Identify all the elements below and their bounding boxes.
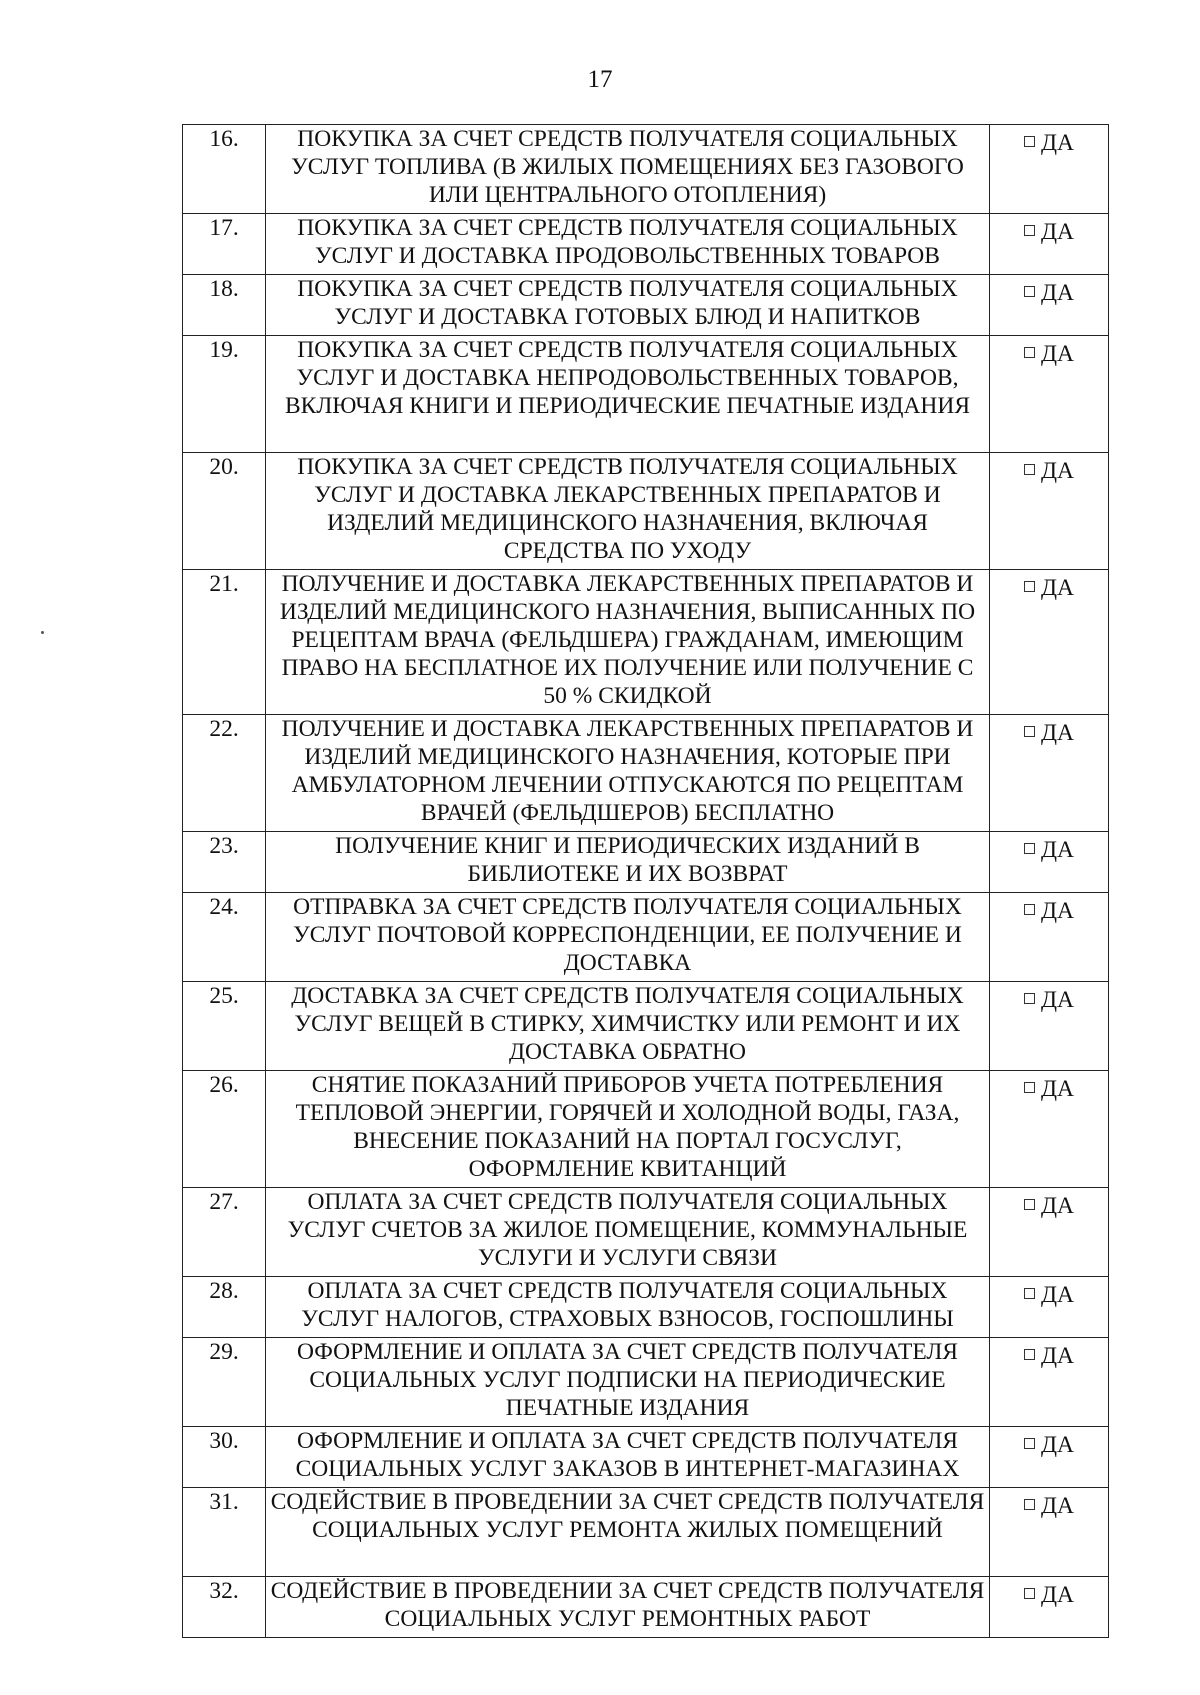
service-description: ОТПРАВКА ЗА СЧЕТ СРЕДСТВ ПОЛУЧАТЕЛЯ СОЦИАЛЬНЫХ УСЛУГ ПОЧТОВОЙ КОРРЕСПОНДЕНЦИИ, ЕЕ ПОЛУЧЕНИЕ И ДОСТАВКА [266, 893, 990, 982]
yes-option[interactable] [990, 275, 1109, 336]
yes-label: ДА [1040, 219, 1074, 245]
yes-label: ДА [1040, 1582, 1074, 1608]
checkbox-icon[interactable] [1024, 225, 1035, 236]
service-description: ПОЛУЧЕНИЕ И ДОСТАВКА ЛЕКАРСТВЕННЫХ ПРЕПАРАТОВ И ИЗДЕЛИЙ МЕДИЦИНСКОГО НАЗНАЧЕНИЯ, ВЫПИСАННЫХ ПО РЕЦЕПТАМ ВРАЧА (ФЕЛЬДШЕРА) ГРАЖДАНАМ, ИМЕЮЩИМ ПРАВО НА БЕСПЛАТНОЕ ИХ ПОЛУЧЕНИЕ ИЛИ ПОЛУЧЕНИЕ С 50 % СКИДКОЙ [266, 570, 990, 715]
scan-dot [41, 631, 44, 634]
yes-label: ДА [1040, 341, 1074, 367]
table-row [183, 1577, 1109, 1638]
yes-option[interactable] [990, 1427, 1109, 1488]
table-row [183, 125, 1109, 214]
row-number: 29. [183, 1338, 266, 1427]
yes-label: ДА [1040, 1493, 1074, 1519]
checkbox-icon[interactable] [1024, 1499, 1035, 1510]
row-number: 25. [183, 982, 266, 1071]
yes-label: ДА [1040, 720, 1074, 746]
checkbox-icon[interactable] [1024, 1199, 1035, 1210]
yes-label: ДА [1040, 1076, 1074, 1102]
service-description: ОФОРМЛЕНИЕ И ОПЛАТА ЗА СЧЕТ СРЕДСТВ ПОЛУЧАТЕЛЯ СОЦИАЛЬНЫХ УСЛУГ ПОДПИСКИ НА ПЕРИОДИЧЕСКИЕ ПЕЧАТНЫЕ ИЗДАНИЯ [266, 1338, 990, 1427]
table-row [183, 893, 1109, 982]
yes-label: ДА [1040, 130, 1074, 156]
checkbox-icon[interactable] [1024, 581, 1035, 592]
table-row [183, 1277, 1109, 1338]
service-description: ПОКУПКА ЗА СЧЕТ СРЕДСТВ ПОЛУЧАТЕЛЯ СОЦИАЛЬНЫХ УСЛУГ И ДОСТАВКА НЕПРОДОВОЛЬСТВЕННЫХ ТОВАРОВ, ВКЛЮЧАЯ КНИГИ И ПЕРИОДИЧЕСКИЕ ПЕЧАТНЫЕ ИЗДАНИЯ [266, 336, 990, 453]
yes-label: ДА [1040, 987, 1074, 1013]
yes-option[interactable] [990, 1577, 1109, 1638]
table-row [183, 982, 1109, 1071]
checkbox-icon[interactable] [1024, 1082, 1035, 1093]
checkbox-icon[interactable] [1024, 726, 1035, 737]
service-description: ПОЛУЧЕНИЕ И ДОСТАВКА ЛЕКАРСТВЕННЫХ ПРЕПАРАТОВ И ИЗДЕЛИЙ МЕДИЦИНСКОГО НАЗНАЧЕНИЯ, КОТОРЫЕ ПРИ АМБУЛАТОРНОМ ЛЕЧЕНИИ ОТПУСКАЮТСЯ ПО РЕЦЕПТАМ ВРАЧЕЙ (ФЕЛЬДШЕРОВ) БЕСПЛАТНО [266, 715, 990, 832]
row-number: 16. [183, 125, 266, 214]
table-row [183, 336, 1109, 453]
yes-option[interactable] [990, 336, 1109, 453]
row-number: 22. [183, 715, 266, 832]
row-number: 24. [183, 893, 266, 982]
service-description: СОДЕЙСТВИЕ В ПРОВЕДЕНИИ ЗА СЧЕТ СРЕДСТВ ПОЛУЧАТЕЛЯ СОЦИАЛЬНЫХ УСЛУГ РЕМОНТНЫХ РАБОТ [266, 1577, 990, 1638]
service-description: ПОКУПКА ЗА СЧЕТ СРЕДСТВ ПОЛУЧАТЕЛЯ СОЦИАЛЬНЫХ УСЛУГ И ДОСТАВКА ГОТОВЫХ БЛЮД И НАПИТКОВ [266, 275, 990, 336]
yes-label: ДА [1040, 1193, 1074, 1219]
services-table [182, 124, 1109, 1638]
row-number: 20. [183, 453, 266, 570]
service-description: ПОКУПКА ЗА СЧЕТ СРЕДСТВ ПОЛУЧАТЕЛЯ СОЦИАЛЬНЫХ УСЛУГ ТОПЛИВА (В ЖИЛЫХ ПОМЕЩЕНИЯХ БЕЗ ГАЗОВОГО ИЛИ ЦЕНТРАЛЬНОГО ОТОПЛЕНИЯ) [266, 125, 990, 214]
yes-label: ДА [1040, 1343, 1074, 1369]
table-row [183, 832, 1109, 893]
service-description: ДОСТАВКА ЗА СЧЕТ СРЕДСТВ ПОЛУЧАТЕЛЯ СОЦИАЛЬНЫХ УСЛУГ ВЕЩЕЙ В СТИРКУ, ХИМЧИСТКУ ИЛИ РЕМОНТ И ИХ ДОСТАВКА ОБРАТНО [266, 982, 990, 1071]
table-row [183, 214, 1109, 275]
yes-option[interactable] [990, 214, 1109, 275]
service-description: ОФОРМЛЕНИЕ И ОПЛАТА ЗА СЧЕТ СРЕДСТВ ПОЛУЧАТЕЛЯ СОЦИАЛЬНЫХ УСЛУГ ЗАКАЗОВ В ИНТЕРНЕТ-МАГАЗИНАХ [266, 1427, 990, 1488]
yes-label: ДА [1040, 837, 1074, 863]
service-description: СНЯТИЕ ПОКАЗАНИЙ ПРИБОРОВ УЧЕТА ПОТРЕБЛЕНИЯ ТЕПЛОВОЙ ЭНЕРГИИ, ГОРЯЧЕЙ И ХОЛОДНОЙ ВОДЫ, ГАЗА, ВНЕСЕНИЕ ПОКАЗАНИЙ НА ПОРТАЛ ГОСУСЛУГ, ОФОРМЛЕНИЕ КВИТАНЦИЙ [266, 1071, 990, 1188]
yes-option[interactable] [990, 1488, 1109, 1577]
yes-label: ДА [1040, 1432, 1074, 1458]
row-number: 32. [183, 1577, 266, 1638]
yes-label: ДА [1040, 575, 1074, 601]
service-description: СОДЕЙСТВИЕ В ПРОВЕДЕНИИ ЗА СЧЕТ СРЕДСТВ ПОЛУЧАТЕЛЯ СОЦИАЛЬНЫХ УСЛУГ РЕМОНТА ЖИЛЫХ ПОМЕЩЕНИЙ [266, 1488, 990, 1577]
service-description: ОПЛАТА ЗА СЧЕТ СРЕДСТВ ПОЛУЧАТЕЛЯ СОЦИАЛЬНЫХ УСЛУГ НАЛОГОВ, СТРАХОВЫХ ВЗНОСОВ, ГОСПОШЛИНЫ [266, 1277, 990, 1338]
checkbox-icon[interactable] [1024, 464, 1035, 475]
table-row [183, 275, 1109, 336]
yes-option[interactable] [990, 570, 1109, 715]
yes-option[interactable] [990, 1188, 1109, 1277]
row-number: 21. [183, 570, 266, 715]
yes-label: ДА [1040, 458, 1074, 484]
row-number: 18. [183, 275, 266, 336]
yes-option[interactable] [990, 715, 1109, 832]
service-description: ПОКУПКА ЗА СЧЕТ СРЕДСТВ ПОЛУЧАТЕЛЯ СОЦИАЛЬНЫХ УСЛУГ И ДОСТАВКА ПРОДОВОЛЬСТВЕННЫХ ТОВАРОВ [266, 214, 990, 275]
yes-label: ДА [1040, 1282, 1074, 1308]
service-description: ПОКУПКА ЗА СЧЕТ СРЕДСТВ ПОЛУЧАТЕЛЯ СОЦИАЛЬНЫХ УСЛУГ И ДОСТАВКА ЛЕКАРСТВЕННЫХ ПРЕПАРАТОВ И ИЗДЕЛИЙ МЕДИЦИНСКОГО НАЗНАЧЕНИЯ, ВКЛЮЧАЯ СРЕДСТВА ПО УХОДУ [266, 453, 990, 570]
table-row [183, 1071, 1109, 1188]
checkbox-icon[interactable] [1024, 136, 1035, 147]
checkbox-icon[interactable] [1024, 904, 1035, 915]
yes-option[interactable] [990, 1071, 1109, 1188]
checkbox-icon[interactable] [1024, 843, 1035, 854]
checkbox-icon[interactable] [1024, 1588, 1035, 1599]
yes-option[interactable] [990, 1277, 1109, 1338]
yes-option[interactable] [990, 982, 1109, 1071]
checkbox-icon[interactable] [1024, 1288, 1035, 1299]
row-number: 27. [183, 1188, 266, 1277]
service-description: ОПЛАТА ЗА СЧЕТ СРЕДСТВ ПОЛУЧАТЕЛЯ СОЦИАЛЬНЫХ УСЛУГ СЧЕТОВ ЗА ЖИЛОЕ ПОМЕЩЕНИЕ, КОММУНАЛЬНЫЕ УСЛУГИ И УСЛУГИ СВЯЗИ [266, 1188, 990, 1277]
yes-label: ДА [1040, 898, 1074, 924]
row-number: 23. [183, 832, 266, 893]
checkbox-icon[interactable] [1024, 347, 1035, 358]
yes-option[interactable] [990, 453, 1109, 570]
checkbox-icon[interactable] [1024, 286, 1035, 297]
checkbox-icon[interactable] [1024, 1349, 1035, 1360]
table-row [183, 1188, 1109, 1277]
row-number: 28. [183, 1277, 266, 1338]
yes-option[interactable] [990, 1338, 1109, 1427]
row-number: 31. [183, 1488, 266, 1577]
table-row [183, 570, 1109, 715]
table-row [183, 715, 1109, 832]
checkbox-icon[interactable] [1024, 1438, 1035, 1449]
yes-label: ДА [1040, 280, 1074, 306]
row-number: 19. [183, 336, 266, 453]
table-row [183, 1488, 1109, 1577]
table-row [183, 1338, 1109, 1427]
page-number: 17 [587, 66, 613, 93]
table-row [183, 1427, 1109, 1488]
yes-option[interactable] [990, 893, 1109, 982]
yes-option[interactable] [990, 832, 1109, 893]
row-number: 30. [183, 1427, 266, 1488]
table-row [183, 453, 1109, 570]
checkbox-icon[interactable] [1024, 993, 1035, 1004]
row-number: 17. [183, 214, 266, 275]
service-description: ПОЛУЧЕНИЕ КНИГ И ПЕРИОДИЧЕСКИХ ИЗДАНИЙ В БИБЛИОТЕКЕ И ИХ ВОЗВРАТ [266, 832, 990, 893]
row-number: 26. [183, 1071, 266, 1188]
yes-option[interactable] [990, 125, 1109, 214]
